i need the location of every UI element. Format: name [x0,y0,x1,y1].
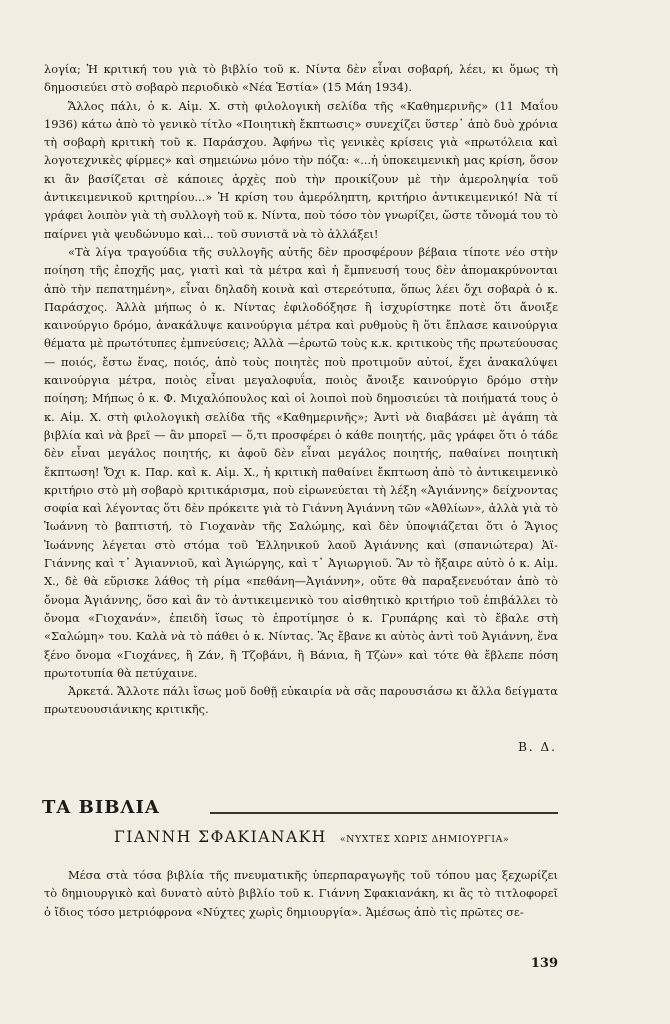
review-header [114,827,558,846]
article-paragraph: «Τὰ λίγα τραγούδια τῆς συλλογῆς αὐτῆς δὲν προσφέρουν βέβαια τίποτε νέο στὴν ποίηση τῆς ἐποχῆς μας, γιατὶ καὶ τὰ μέτρα καὶ ἡ ἔμπνευσή τους δὲν ἀπομακρύνονται ἀπὸ τὴν πεπατημένη», εἶναι δηλαδὴ κοινὰ καὶ στερεότυπα, ὅπως λέει ὄχι σοβαρὰ ὁ κ. Παράσχος. Ἀλλὰ μήπως ὁ κ. Νίντας ἐφιλοδόξησε ἢ ἰσχυρίστηκε ποτὲ ὅτι ἄνοιξε καινούργιο δρόμο, ἀνακάλυψε καινούργια μέτρα καὶ ρυθμοὺς ἢ ὅτι ἔπλασε καινούργια θέματα μὲ πρωτότυπες ἐμπνεύσεις; Ἀλλὰ —ἐρωτῶ τοὺς κ.κ. κριτικοὺς τῆς πρωτεύουσας— ποιός, ἔστω ἕνας, ποιός, ἀπὸ τοὺς ποιητὲς ποὺ προτιμοῦν αὐτοί, ἔχει ἀνακαλύψει καινούργια μέτρα, ποιὸς εἶναι μεγαλοφυΐα, ποιὸς ἄνοιξε καινούργιο δρόμο στὴν ποίηση; Μήπως ὁ κ. Φ. Μιχαλόπουλος καὶ οἱ λοιποὶ ποὺ δημοσιεύει τὰ ποιήματά τους ὁ κ. Αἰμ. Χ. στὴ φιλολογικὴ σελίδα τῆς «Καθημερινῆς»; Ἀντὶ νὰ διαβάσει μὲ ἀγάπη τὰ βιβλία καὶ νὰ βρεῖ — ἂν μπορεῖ — ὅ,τι προσφέρει ὁ κάθε ποιητής, μᾶς γράφει ὅτι ὁ τάδε δὲν εἶναι μεγάλος ποιητής, κι ἀφοῦ δὲν εἶναι μεγάλος ποιητής, παθαίνει ποιητικὴ ἔκπτωση! Ὄχι κ. Παρ. καὶ κ. Αἰμ. Χ., ἡ κριτικὴ παθαίνει ἔκπτωση ἀπὸ τὸ ἀντικειμενικὸ κριτήριο στὸ μὴ σοβαρὸ κριτικάρισμα, ποὺ εἰρωνεύεται τὴ λέξη «Ἀγιάννης» δείχνοντας σοφία καὶ λέγοντας ὅτι δὲν πρόκειτε γιὰ τὸ Γιάννη Ἀγιάννη τῶν «Ἀθλίων», ἀλλὰ γιὰ τὸ Ἰωάννη τὸ βαπτιστή, τὸ Γιοχανὰν τῆς Σαλώμης, καὶ δὲν ὑποψιάζεται ὅτι ὁ Ἅγιος Ἰωάννης λέγεται στὸ στόμα τοῦ Ἑλληνικοῦ λαοῦ Ἀγιάννης καὶ (σπανιώτερα) Ἁϊ-Γιάννης καὶ τ᾽ Ἀγιαννιοῦ, καὶ Ἀγιώργης, καὶ τ᾽ Ἀγιωργιοῦ. Ἂν τὸ ἤξαιρε αὐτὸ ὁ κ. Αἰμ. Χ., δὲ θὰ εὕρισκε λάθος τὴ ρίμα «πεθάνη—Ἀγιάννη», οὔτε θὰ παραξενευόταν ἀπὸ τὸ ὄνομα Ἀγιάννης, ὅσο καὶ ἂν τὸ ἀντικειμενικὸ του αἰσθητικὸ κριτήριο τοῦ ἐπιβάλλει τὸ ὄνομα «Γιοχανάν», ἐπειδὴ ἴσως τὸ ἐπροτίμησε ὁ κ. Γρυπάρης καὶ τὸ ἔβαλε στὴ «Σαλώμη» του. Καλὰ νὰ τὸ πάθει ὁ κ. Νίντας. Ἂς ἔβανε κι αὐτὸς ἀντὶ τοῦ Ἀγιάννη, ἕνα ξένο ὄνομα «Γιοχάνες, ἢ Ζάν, ἢ Τζοβάνι, ἢ Βάνια, ἢ Τζὼν» καὶ τότε θὰ ἔβλεπε πόση πρωτοτυπία θὰ πετύχαινε. [44,244,558,680]
review-author: ΓΙΑΝΝΗ ΣΦΑΚΙΑΝΑΚΗ [114,828,327,846]
article-paragraph: Ἄλλος πάλι, ὁ κ. Αἰμ. Χ. στὴ φιλολογικὴ σελίδα τῆς «Καθημερινῆς» (11 Μαΐου 1936) κάτω ἀπὸ τὸ γενικὸ τίτλο «Ποιητικὴ ἔκπτωσις» συνεχίζει ὕστερ᾽ ἀπὸ δυὸ χρόνια τὴ σοβαρὴ κριτικὴ τοῦ κ. Παράσχου. Ἀφήνω τὶς γενικὲς κρίσεις γιὰ «πρωτόλεια καὶ λογοτεχνικὲς φίρμες» καὶ σημειώνω μόνο τὴν πόζα: «...ἡ ὑποκειμενικὴ μας κρίση, ὅσον κι ἂν βασίζεται σὲ κάποιες ἀρχὲς ποὺ τὴν προικίζουν μὲ τὴν ἀμεροληψία τοῦ ἀντικειμενικοῦ κριτηρίου...» Ἡ κρίση του ἀμερόληπτη, κριτήριο ἀντικειμενικό! Νὰ τί γράφει λοιπὸν γιὰ τὴ συλλογὴ τοῦ κ. Νίντα, ποὺ τόσο τὸν γνωρίζει, ὥστε τὄνομά του τὸ παίρνει γιὰ ψευδώνυμο καὶ... τοῦ συνιστᾶ νὰ τὸ ἀλλάξει! [44,98,558,241]
author-signature: Β. Δ. [518,740,557,754]
article-paragraph: Ἀρκετά. Ἄλλοτε πάλι ἴσως μοῦ δοθῇ εὐκαιρία νὰ σᾶς παρουσιάσω κι ἄλλα δείγματα πρωτευουσιάνικης κριτικῆς. [44,684,558,717]
review-book-title: «ΝΥΧΤΕΣ ΧΩΡΙΣ ΔΗΜΙΟΥΡΓΙΑ» [339,834,510,845]
article-body [44,60,558,719]
section-title: ΤΑ ΒΙΒΛΙΑ [42,797,160,818]
section-divider [210,812,558,814]
page-number: 139 [530,956,558,971]
review-paragraph: Μέσα στὰ τόσα βιβλία τῆς πνευματικῆς ὑπερπαραγωγῆς τοῦ τόπου μας ξεχωρίζει τὸ δημιουργικὸ καὶ δυνατὸ αὐτὸ βιβλίο τοῦ κ. Γιάννη Σφακιανάκη, κι ἂς τὸ τιτλοφορεῖ ὁ ἴδιος τόσο μετριόφρονα «Νύχτες χωρὶς δημιουργία». Ἀμέσως ἀπὸ τὶς πρῶτες σε- [44,868,558,919]
article-paragraph: λογία; Ἡ κριτική του γιὰ τὸ βιβλίο τοῦ κ. Νίντα δὲν εἶναι σοβαρή, λέει, κι ὅμως τὴ δημοσιεύει στὸ σοβαρὸ περιοδικὸ «Νέα Ἑστία» (15 Μάη 1934). [44,62,558,95]
review-body [44,866,558,921]
